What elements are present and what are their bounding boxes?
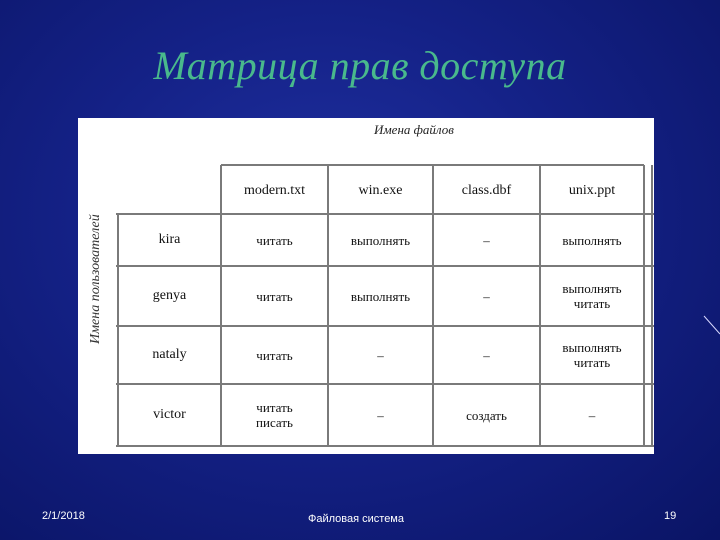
column-header: modern.txt [243,182,306,198]
table-cell: выполнять [562,232,622,248]
table-cell: – [483,347,490,363]
column-header: class.dbf [461,182,512,198]
table-cell: читать [256,232,293,248]
table-cell: выполнять читать [562,340,622,370]
user-name: victor [153,407,186,422]
decorative-line [700,300,720,340]
column-header: win.exe [358,182,403,198]
table-cell: читать [256,347,293,363]
users-caption: Имена пользователей [88,214,103,344]
table-cell: – [483,288,490,304]
user-name: genya [152,288,187,303]
footer-title: Файловая система [308,513,404,525]
column-header: unix.ppt [568,182,616,198]
user-name: kira [158,232,181,247]
table-cell: – [377,347,384,363]
table-cell: читать писать [256,400,293,430]
slide-number: 19 [664,510,677,522]
table-cell: создать [466,407,507,423]
files-caption: Имена файлов [374,122,454,137]
table-cell: – [588,407,596,423]
footer-date: 2/1/2018 [42,510,85,522]
table-cell: – [377,407,384,423]
slide-title: Матрица прав доступа [153,43,567,88]
table-cell: выполнять [350,288,411,304]
table-cell: выполнять читать [562,281,622,311]
access-matrix-figure [78,118,654,454]
table-cell: выполнять [350,232,411,248]
table-cell: читать [256,288,293,304]
user-name: nataly [152,347,187,362]
table-cell: – [483,232,490,248]
